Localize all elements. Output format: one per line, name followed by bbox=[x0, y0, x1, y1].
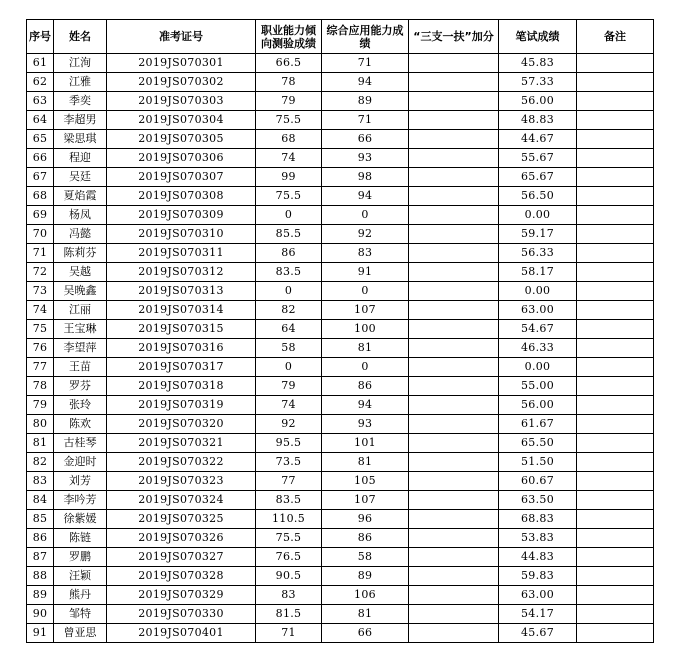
header-row bbox=[27, 20, 654, 54]
cell-written: 54.17 bbox=[499, 605, 577, 624]
cell-seq: 75 bbox=[27, 320, 54, 339]
cell-aptitude: 0 bbox=[256, 206, 322, 225]
cell-seq: 82 bbox=[27, 453, 54, 472]
table-row bbox=[27, 149, 654, 168]
cell-aptitude: 77 bbox=[256, 472, 322, 491]
cell-written: 56.50 bbox=[499, 187, 577, 206]
cell-name: 刘芳 bbox=[54, 472, 107, 491]
cell-name: 罗鹏 bbox=[54, 548, 107, 567]
cell-aptitude: 76.5 bbox=[256, 548, 322, 567]
cell-seq: 87 bbox=[27, 548, 54, 567]
cell-exam-id: 2019JS070305 bbox=[107, 130, 256, 149]
cell-seq: 73 bbox=[27, 282, 54, 301]
table-row bbox=[27, 605, 654, 624]
cell-exam-id: 2019JS070326 bbox=[107, 529, 256, 548]
cell-name: 古桂琴 bbox=[54, 434, 107, 453]
cell-name: 熊丹 bbox=[54, 586, 107, 605]
table-body bbox=[27, 54, 654, 643]
cell-aptitude: 75.5 bbox=[256, 111, 322, 130]
table-row bbox=[27, 92, 654, 111]
score-table bbox=[26, 19, 654, 643]
cell-seq: 65 bbox=[27, 130, 54, 149]
cell-comprehensive: 107 bbox=[322, 301, 409, 320]
cell-seq: 69 bbox=[27, 206, 54, 225]
cell-written: 63.00 bbox=[499, 301, 577, 320]
cell-remarks bbox=[577, 149, 654, 168]
cell-name: 梁思琪 bbox=[54, 130, 107, 149]
cell-exam-id: 2019JS070302 bbox=[107, 73, 256, 92]
cell-comprehensive: 81 bbox=[322, 339, 409, 358]
table-row bbox=[27, 624, 654, 643]
cell-exam-id: 2019JS070328 bbox=[107, 567, 256, 586]
cell-exam-id: 2019JS070319 bbox=[107, 396, 256, 415]
cell-aptitude: 66.5 bbox=[256, 54, 322, 73]
cell-remarks bbox=[577, 320, 654, 339]
cell-bonus bbox=[409, 149, 499, 168]
cell-bonus bbox=[409, 54, 499, 73]
cell-comprehensive: 94 bbox=[322, 396, 409, 415]
cell-written: 46.33 bbox=[499, 339, 577, 358]
cell-written: 63.50 bbox=[499, 491, 577, 510]
header-aptitude: 职业能力倾向测验成绩 bbox=[256, 20, 322, 54]
cell-aptitude: 79 bbox=[256, 377, 322, 396]
cell-bonus bbox=[409, 168, 499, 187]
header-comprehensive: 综合应用能力成绩 bbox=[322, 20, 409, 54]
cell-aptitude: 81.5 bbox=[256, 605, 322, 624]
cell-seq: 80 bbox=[27, 415, 54, 434]
cell-comprehensive: 91 bbox=[322, 263, 409, 282]
cell-exam-id: 2019JS070327 bbox=[107, 548, 256, 567]
header-bonus: “三支一扶”加分 bbox=[409, 20, 499, 54]
header-exam-id: 准考证号 bbox=[107, 20, 256, 54]
cell-written: 55.00 bbox=[499, 377, 577, 396]
cell-written: 0.00 bbox=[499, 358, 577, 377]
cell-exam-id: 2019JS070314 bbox=[107, 301, 256, 320]
cell-written: 61.67 bbox=[499, 415, 577, 434]
cell-name: 江丽 bbox=[54, 301, 107, 320]
cell-seq: 89 bbox=[27, 586, 54, 605]
cell-remarks bbox=[577, 73, 654, 92]
cell-seq: 90 bbox=[27, 605, 54, 624]
cell-remarks bbox=[577, 548, 654, 567]
cell-aptitude: 68 bbox=[256, 130, 322, 149]
table-row bbox=[27, 396, 654, 415]
cell-exam-id: 2019JS070321 bbox=[107, 434, 256, 453]
table-row bbox=[27, 73, 654, 92]
cell-remarks bbox=[577, 282, 654, 301]
cell-written: 57.33 bbox=[499, 73, 577, 92]
cell-written: 60.67 bbox=[499, 472, 577, 491]
cell-comprehensive: 98 bbox=[322, 168, 409, 187]
cell-seq: 71 bbox=[27, 244, 54, 263]
table-row bbox=[27, 586, 654, 605]
cell-aptitude: 74 bbox=[256, 149, 322, 168]
cell-name: 杨凤 bbox=[54, 206, 107, 225]
cell-remarks bbox=[577, 263, 654, 282]
cell-name: 汪颖 bbox=[54, 567, 107, 586]
table-row bbox=[27, 415, 654, 434]
cell-seq: 78 bbox=[27, 377, 54, 396]
cell-name: 吴越 bbox=[54, 263, 107, 282]
cell-bonus bbox=[409, 586, 499, 605]
cell-aptitude: 99 bbox=[256, 168, 322, 187]
cell-remarks bbox=[577, 510, 654, 529]
cell-aptitude: 110.5 bbox=[256, 510, 322, 529]
cell-written: 63.00 bbox=[499, 586, 577, 605]
cell-comprehensive: 66 bbox=[322, 130, 409, 149]
cell-remarks bbox=[577, 415, 654, 434]
cell-comprehensive: 101 bbox=[322, 434, 409, 453]
cell-bonus bbox=[409, 415, 499, 434]
cell-name: 罗芬 bbox=[54, 377, 107, 396]
cell-seq: 81 bbox=[27, 434, 54, 453]
cell-comprehensive: 0 bbox=[322, 282, 409, 301]
cell-remarks bbox=[577, 111, 654, 130]
cell-comprehensive: 94 bbox=[322, 73, 409, 92]
cell-comprehensive: 93 bbox=[322, 415, 409, 434]
cell-remarks bbox=[577, 472, 654, 491]
cell-exam-id: 2019JS070329 bbox=[107, 586, 256, 605]
cell-aptitude: 74 bbox=[256, 396, 322, 415]
cell-exam-id: 2019JS070316 bbox=[107, 339, 256, 358]
table-row bbox=[27, 244, 654, 263]
table-row bbox=[27, 130, 654, 149]
cell-comprehensive: 86 bbox=[322, 377, 409, 396]
cell-seq: 91 bbox=[27, 624, 54, 643]
cell-seq: 74 bbox=[27, 301, 54, 320]
cell-aptitude: 92 bbox=[256, 415, 322, 434]
cell-aptitude: 82 bbox=[256, 301, 322, 320]
cell-comprehensive: 81 bbox=[322, 605, 409, 624]
cell-written: 59.83 bbox=[499, 567, 577, 586]
table-row bbox=[27, 263, 654, 282]
cell-name: 张玲 bbox=[54, 396, 107, 415]
cell-seq: 62 bbox=[27, 73, 54, 92]
cell-remarks bbox=[577, 396, 654, 415]
cell-comprehensive: 71 bbox=[322, 111, 409, 130]
table-row bbox=[27, 358, 654, 377]
cell-name: 吴晚鑫 bbox=[54, 282, 107, 301]
table-row bbox=[27, 320, 654, 339]
table-row bbox=[27, 529, 654, 548]
cell-name: 邹特 bbox=[54, 605, 107, 624]
cell-remarks bbox=[577, 624, 654, 643]
cell-bonus bbox=[409, 624, 499, 643]
cell-bonus bbox=[409, 377, 499, 396]
cell-bonus bbox=[409, 320, 499, 339]
cell-exam-id: 2019JS070317 bbox=[107, 358, 256, 377]
cell-aptitude: 83.5 bbox=[256, 491, 322, 510]
cell-comprehensive: 86 bbox=[322, 529, 409, 548]
cell-written: 59.17 bbox=[499, 225, 577, 244]
cell-aptitude: 83 bbox=[256, 586, 322, 605]
cell-bonus bbox=[409, 263, 499, 282]
cell-exam-id: 2019JS070307 bbox=[107, 168, 256, 187]
cell-name: 王苗 bbox=[54, 358, 107, 377]
cell-seq: 72 bbox=[27, 263, 54, 282]
cell-remarks bbox=[577, 434, 654, 453]
cell-remarks bbox=[577, 377, 654, 396]
score-sheet bbox=[26, 19, 654, 643]
cell-bonus bbox=[409, 92, 499, 111]
header-written: 笔试成绩 bbox=[499, 20, 577, 54]
table-row bbox=[27, 111, 654, 130]
cell-aptitude: 73.5 bbox=[256, 453, 322, 472]
cell-seq: 61 bbox=[27, 54, 54, 73]
cell-bonus bbox=[409, 301, 499, 320]
table-row bbox=[27, 510, 654, 529]
cell-aptitude: 64 bbox=[256, 320, 322, 339]
cell-aptitude: 75.5 bbox=[256, 187, 322, 206]
cell-exam-id: 2019JS070311 bbox=[107, 244, 256, 263]
cell-name: 陈欢 bbox=[54, 415, 107, 434]
cell-name: 冯懿 bbox=[54, 225, 107, 244]
cell-comprehensive: 0 bbox=[322, 358, 409, 377]
table-row bbox=[27, 225, 654, 244]
cell-bonus bbox=[409, 396, 499, 415]
cell-written: 55.67 bbox=[499, 149, 577, 168]
cell-written: 65.67 bbox=[499, 168, 577, 187]
cell-exam-id: 2019JS070313 bbox=[107, 282, 256, 301]
cell-exam-id: 2019JS070318 bbox=[107, 377, 256, 396]
cell-exam-id: 2019JS070309 bbox=[107, 206, 256, 225]
cell-name: 季奕 bbox=[54, 92, 107, 111]
cell-comprehensive: 89 bbox=[322, 567, 409, 586]
table-row bbox=[27, 282, 654, 301]
cell-exam-id: 2019JS070330 bbox=[107, 605, 256, 624]
cell-bonus bbox=[409, 605, 499, 624]
cell-seq: 88 bbox=[27, 567, 54, 586]
cell-comprehensive: 93 bbox=[322, 149, 409, 168]
cell-seq: 85 bbox=[27, 510, 54, 529]
cell-seq: 70 bbox=[27, 225, 54, 244]
cell-name: 陈链 bbox=[54, 529, 107, 548]
table-row bbox=[27, 453, 654, 472]
cell-written: 44.67 bbox=[499, 130, 577, 149]
cell-remarks bbox=[577, 586, 654, 605]
cell-bonus bbox=[409, 472, 499, 491]
cell-seq: 79 bbox=[27, 396, 54, 415]
cell-comprehensive: 81 bbox=[322, 453, 409, 472]
cell-name: 吴廷 bbox=[54, 168, 107, 187]
cell-bonus bbox=[409, 567, 499, 586]
cell-bonus bbox=[409, 73, 499, 92]
cell-comprehensive: 92 bbox=[322, 225, 409, 244]
cell-comprehensive: 105 bbox=[322, 472, 409, 491]
cell-remarks bbox=[577, 529, 654, 548]
cell-name: 李望萍 bbox=[54, 339, 107, 358]
cell-aptitude: 78 bbox=[256, 73, 322, 92]
cell-seq: 76 bbox=[27, 339, 54, 358]
cell-remarks bbox=[577, 301, 654, 320]
header-name: 姓名 bbox=[54, 20, 107, 54]
cell-name: 金迎时 bbox=[54, 453, 107, 472]
cell-bonus bbox=[409, 282, 499, 301]
table-row bbox=[27, 187, 654, 206]
cell-comprehensive: 89 bbox=[322, 92, 409, 111]
cell-aptitude: 75.5 bbox=[256, 529, 322, 548]
cell-remarks bbox=[577, 491, 654, 510]
cell-exam-id: 2019JS070308 bbox=[107, 187, 256, 206]
cell-comprehensive: 83 bbox=[322, 244, 409, 263]
cell-comprehensive: 0 bbox=[322, 206, 409, 225]
cell-written: 0.00 bbox=[499, 282, 577, 301]
cell-remarks bbox=[577, 130, 654, 149]
cell-seq: 84 bbox=[27, 491, 54, 510]
table-row bbox=[27, 339, 654, 358]
cell-comprehensive: 96 bbox=[322, 510, 409, 529]
cell-aptitude: 0 bbox=[256, 358, 322, 377]
cell-written: 53.83 bbox=[499, 529, 577, 548]
cell-remarks bbox=[577, 358, 654, 377]
cell-name: 江雅 bbox=[54, 73, 107, 92]
cell-exam-id: 2019JS070310 bbox=[107, 225, 256, 244]
cell-name: 徐紫媛 bbox=[54, 510, 107, 529]
cell-aptitude: 79 bbox=[256, 92, 322, 111]
cell-seq: 67 bbox=[27, 168, 54, 187]
cell-bonus bbox=[409, 339, 499, 358]
cell-name: 陈莉芬 bbox=[54, 244, 107, 263]
cell-bonus bbox=[409, 111, 499, 130]
cell-name: 王宝琳 bbox=[54, 320, 107, 339]
cell-exam-id: 2019JS070324 bbox=[107, 491, 256, 510]
cell-comprehensive: 94 bbox=[322, 187, 409, 206]
cell-written: 56.33 bbox=[499, 244, 577, 263]
cell-remarks bbox=[577, 92, 654, 111]
cell-seq: 66 bbox=[27, 149, 54, 168]
cell-aptitude: 95.5 bbox=[256, 434, 322, 453]
cell-exam-id: 2019JS070301 bbox=[107, 54, 256, 73]
cell-written: 45.67 bbox=[499, 624, 577, 643]
cell-remarks bbox=[577, 605, 654, 624]
cell-bonus bbox=[409, 187, 499, 206]
header-seq: 序号 bbox=[27, 20, 54, 54]
cell-comprehensive: 66 bbox=[322, 624, 409, 643]
cell-written: 68.83 bbox=[499, 510, 577, 529]
cell-comprehensive: 100 bbox=[322, 320, 409, 339]
table-row bbox=[27, 54, 654, 73]
table-row bbox=[27, 491, 654, 510]
cell-bonus bbox=[409, 130, 499, 149]
cell-aptitude: 58 bbox=[256, 339, 322, 358]
cell-exam-id: 2019JS070320 bbox=[107, 415, 256, 434]
header-remarks: 备注 bbox=[577, 20, 654, 54]
cell-seq: 64 bbox=[27, 111, 54, 130]
cell-bonus bbox=[409, 529, 499, 548]
cell-remarks bbox=[577, 225, 654, 244]
cell-written: 0.00 bbox=[499, 206, 577, 225]
table-row bbox=[27, 206, 654, 225]
cell-bonus bbox=[409, 510, 499, 529]
cell-name: 李超男 bbox=[54, 111, 107, 130]
table-row bbox=[27, 472, 654, 491]
cell-bonus bbox=[409, 548, 499, 567]
cell-name: 程迎 bbox=[54, 149, 107, 168]
table-row bbox=[27, 434, 654, 453]
cell-written: 51.50 bbox=[499, 453, 577, 472]
cell-exam-id: 2019JS070325 bbox=[107, 510, 256, 529]
cell-written: 48.83 bbox=[499, 111, 577, 130]
cell-remarks bbox=[577, 168, 654, 187]
cell-seq: 77 bbox=[27, 358, 54, 377]
table-row bbox=[27, 567, 654, 586]
cell-bonus bbox=[409, 225, 499, 244]
cell-remarks bbox=[577, 453, 654, 472]
cell-exam-id: 2019JS070306 bbox=[107, 149, 256, 168]
cell-aptitude: 85.5 bbox=[256, 225, 322, 244]
cell-bonus bbox=[409, 491, 499, 510]
cell-exam-id: 2019JS070312 bbox=[107, 263, 256, 282]
cell-comprehensive: 71 bbox=[322, 54, 409, 73]
cell-bonus bbox=[409, 358, 499, 377]
cell-name: 夏焰霞 bbox=[54, 187, 107, 206]
cell-remarks bbox=[577, 187, 654, 206]
cell-bonus bbox=[409, 244, 499, 263]
table-row bbox=[27, 301, 654, 320]
cell-aptitude: 0 bbox=[256, 282, 322, 301]
cell-exam-id: 2019JS070401 bbox=[107, 624, 256, 643]
cell-written: 56.00 bbox=[499, 396, 577, 415]
table-row bbox=[27, 168, 654, 187]
cell-exam-id: 2019JS070322 bbox=[107, 453, 256, 472]
cell-aptitude: 71 bbox=[256, 624, 322, 643]
cell-written: 44.83 bbox=[499, 548, 577, 567]
cell-name: 曾亚思 bbox=[54, 624, 107, 643]
cell-exam-id: 2019JS070304 bbox=[107, 111, 256, 130]
cell-remarks bbox=[577, 54, 654, 73]
cell-seq: 63 bbox=[27, 92, 54, 111]
cell-remarks bbox=[577, 206, 654, 225]
cell-bonus bbox=[409, 453, 499, 472]
table-row bbox=[27, 548, 654, 567]
cell-seq: 83 bbox=[27, 472, 54, 491]
cell-written: 45.83 bbox=[499, 54, 577, 73]
table-row bbox=[27, 377, 654, 396]
cell-written: 56.00 bbox=[499, 92, 577, 111]
cell-remarks bbox=[577, 244, 654, 263]
cell-seq: 86 bbox=[27, 529, 54, 548]
cell-aptitude: 90.5 bbox=[256, 567, 322, 586]
cell-written: 54.67 bbox=[499, 320, 577, 339]
cell-exam-id: 2019JS070323 bbox=[107, 472, 256, 491]
cell-comprehensive: 58 bbox=[322, 548, 409, 567]
cell-comprehensive: 106 bbox=[322, 586, 409, 605]
cell-exam-id: 2019JS070315 bbox=[107, 320, 256, 339]
cell-name: 江洵 bbox=[54, 54, 107, 73]
cell-written: 58.17 bbox=[499, 263, 577, 282]
cell-written: 65.50 bbox=[499, 434, 577, 453]
cell-seq: 68 bbox=[27, 187, 54, 206]
cell-exam-id: 2019JS070303 bbox=[107, 92, 256, 111]
cell-remarks bbox=[577, 567, 654, 586]
cell-comprehensive: 107 bbox=[322, 491, 409, 510]
cell-aptitude: 86 bbox=[256, 244, 322, 263]
cell-name: 李吟芳 bbox=[54, 491, 107, 510]
cell-bonus bbox=[409, 434, 499, 453]
cell-bonus bbox=[409, 206, 499, 225]
cell-aptitude: 83.5 bbox=[256, 263, 322, 282]
cell-remarks bbox=[577, 339, 654, 358]
